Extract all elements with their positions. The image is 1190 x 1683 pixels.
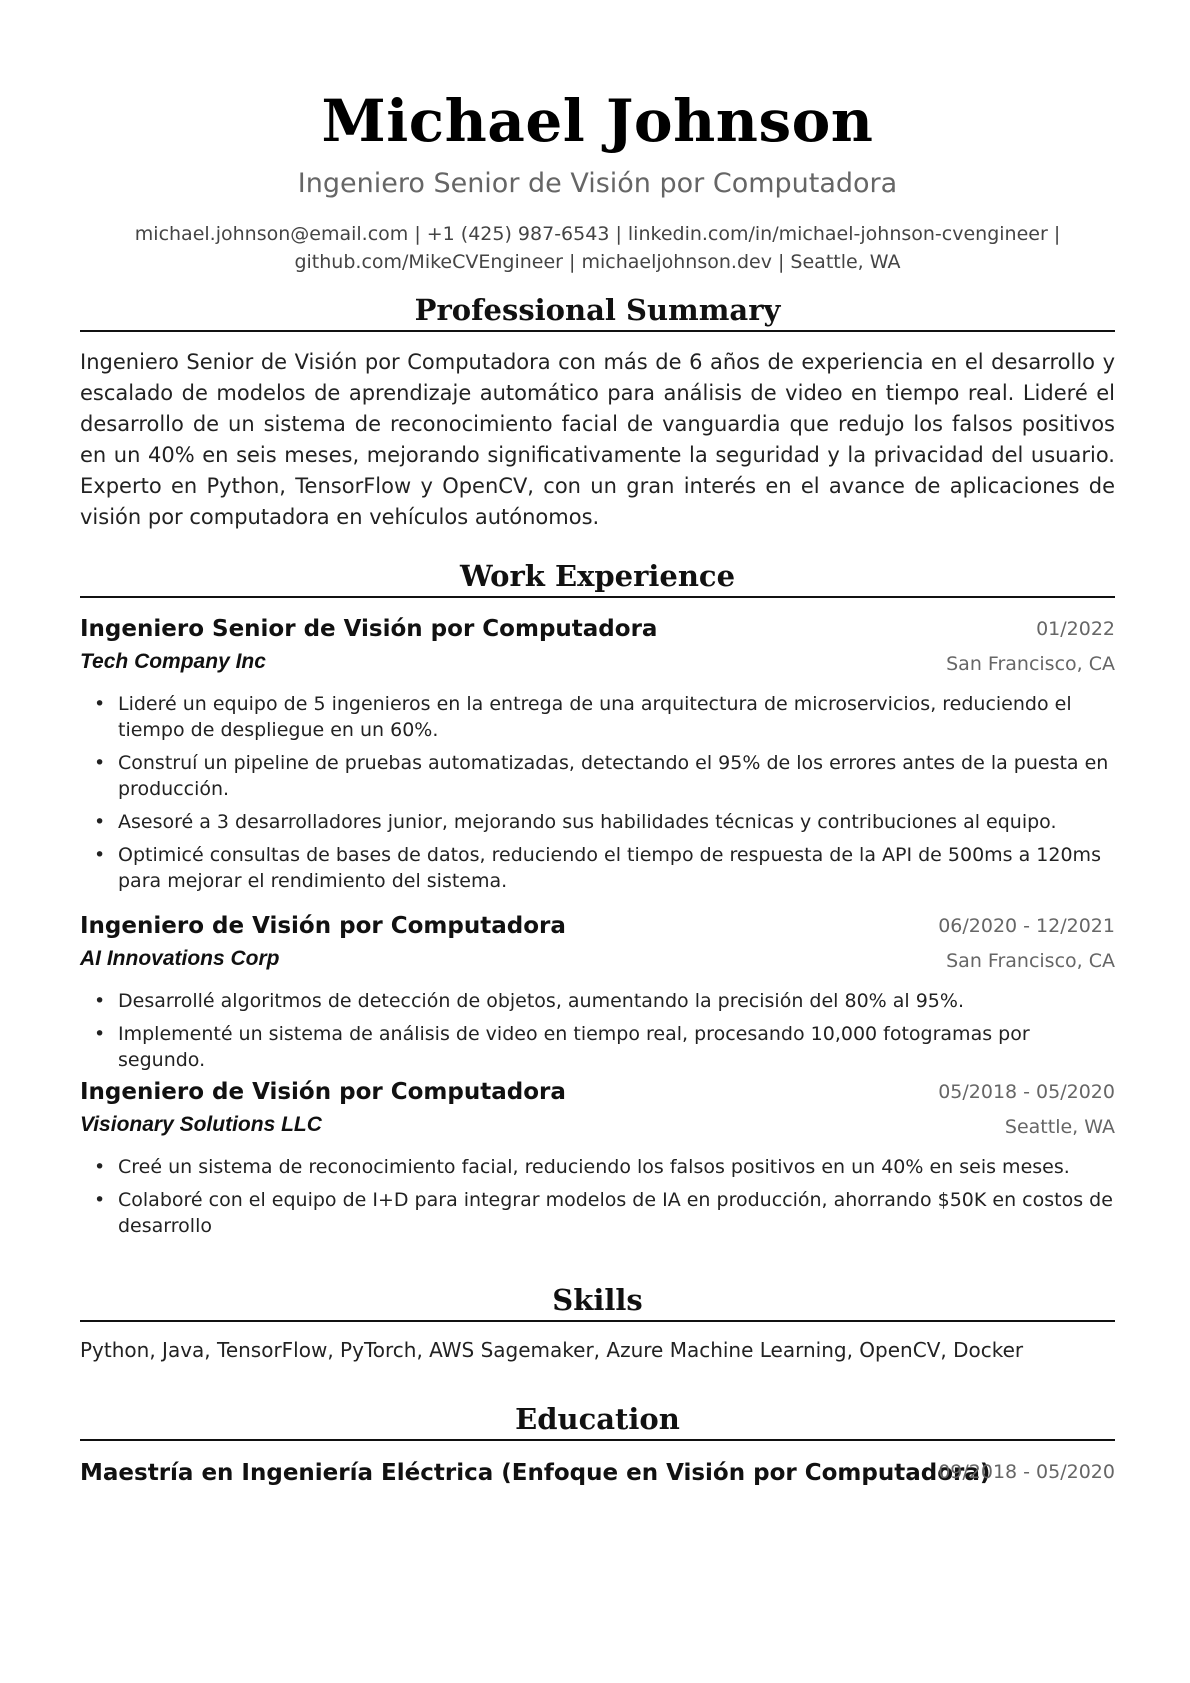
- job-bullets: [80, 1154, 1115, 1239]
- education-entry: [80, 1456, 1115, 1492]
- company-name: Tech Company Inc: [80, 650, 266, 673]
- job-location: San Francisco, CA: [946, 950, 1115, 972]
- skills-list: Python, Java, TensorFlow, PyTorch, AWS Sagemaker, Azure Machine Learning, OpenCV, Docker: [80, 1338, 1024, 1362]
- candidate-role: Ingeniero Senior de Visión por Computadora: [297, 168, 898, 199]
- job-title: Ingeniero de Visión por Computadora: [80, 913, 566, 939]
- experience-heading: Work Experience: [459, 559, 736, 593]
- bullet-item: • Desarrollé algoritmos de detección de objetos, aumentando la precisión del 80% al 95%.: [80, 988, 1115, 1014]
- bullet-item: • Asesoré a 3 desarrolladores junior, mejorando sus habilidades técnicas y contribuciones al equipo.: [80, 809, 1115, 835]
- bullet-item: • Construí un pipeline de pruebas automatizadas, detectando el 95% de los errores antes de la puesta en producción.: [80, 750, 1115, 802]
- summary-divider: [80, 330, 1115, 332]
- education-divider: [80, 1439, 1115, 1441]
- contact-info: [80, 220, 1115, 276]
- contact-line-1: michael.johnson@email.com | +1 (425) 987-6543 | linkedin.com/in/michael-johnson-cvengineer |: [134, 223, 1061, 245]
- job-entry: [80, 910, 1115, 1080]
- bullet-item: • Creé un sistema de reconocimiento facial, reduciendo los falsos positivos en un 40% en seis meses.: [80, 1154, 1115, 1180]
- company-name: Visionary Solutions LLC: [80, 1113, 322, 1136]
- candidate-name: Michael Johnson: [321, 87, 874, 155]
- job-location: Seattle, WA: [1004, 1116, 1115, 1138]
- degree-title: Maestría en Ingeniería Eléctrica (Enfoque en Visión por Computadora): [80, 1460, 991, 1486]
- job-entry: [80, 1076, 1115, 1246]
- education-date: 09/2018 - 05/2020: [938, 1461, 1115, 1483]
- contact-line-2: github.com/MikeCVEngineer | michaeljohnson.dev | Seattle, WA: [294, 251, 901, 273]
- summary-heading: Professional Summary: [414, 293, 781, 327]
- summary-text: Ingeniero Senior de Visión por Computadora con más de 6 años de experiencia en el desarrollo y escalado de modelos de aprendizaje automático para análisis de video en tiempo real. Lideré el desarrollo de un sistema de reconocimiento facial de vanguardia que redujo los falsos positivos en un 40% en seis meses, mejorando significativamente la seguridad y la privacidad del usuario. Experto en Python, TensorFlow y OpenCV, con un gran interés en el avance de aplicaciones de visión por computadora en vehículos autónomos.: [80, 350, 1115, 529]
- bullet-item: • Colaboré con el equipo de I+D para integrar modelos de IA en producción, ahorrando $50K en costos de desarrollo: [80, 1187, 1115, 1239]
- job-date: 01/2022: [1036, 618, 1115, 640]
- skills-divider: [80, 1320, 1115, 1322]
- job-entry: [80, 613, 1115, 901]
- job-title: Ingeniero de Visión por Computadora: [80, 1079, 566, 1105]
- job-bullets: [80, 988, 1115, 1073]
- bullet-item: • Lideré un equipo de 5 ingenieros en la entrega de una arquitectura de microservicios, reduciendo el tiempo de despliegue en un 60%.: [80, 691, 1115, 743]
- company-name: AI Innovations Corp: [80, 947, 280, 970]
- job-location: San Francisco, CA: [946, 653, 1115, 675]
- job-bullets: [80, 691, 1115, 894]
- bullet-item: • Implementé un sistema de análisis de video en tiempo real, procesando 10,000 fotogramas por segundo.: [80, 1021, 1115, 1073]
- job-date: 06/2020 - 12/2021: [938, 915, 1115, 937]
- bullet-item: • Optimicé consultas de bases de datos, reduciendo el tiempo de respuesta de la API de 500ms a 120ms para mejorar el rendimiento del sistema.: [80, 842, 1115, 894]
- skills-heading: Skills: [552, 1283, 643, 1317]
- job-date: 05/2018 - 05/2020: [938, 1081, 1115, 1103]
- experience-divider: [80, 596, 1115, 598]
- education-heading: Education: [515, 1402, 680, 1436]
- job-title: Ingeniero Senior de Visión por Computadora: [80, 616, 658, 642]
